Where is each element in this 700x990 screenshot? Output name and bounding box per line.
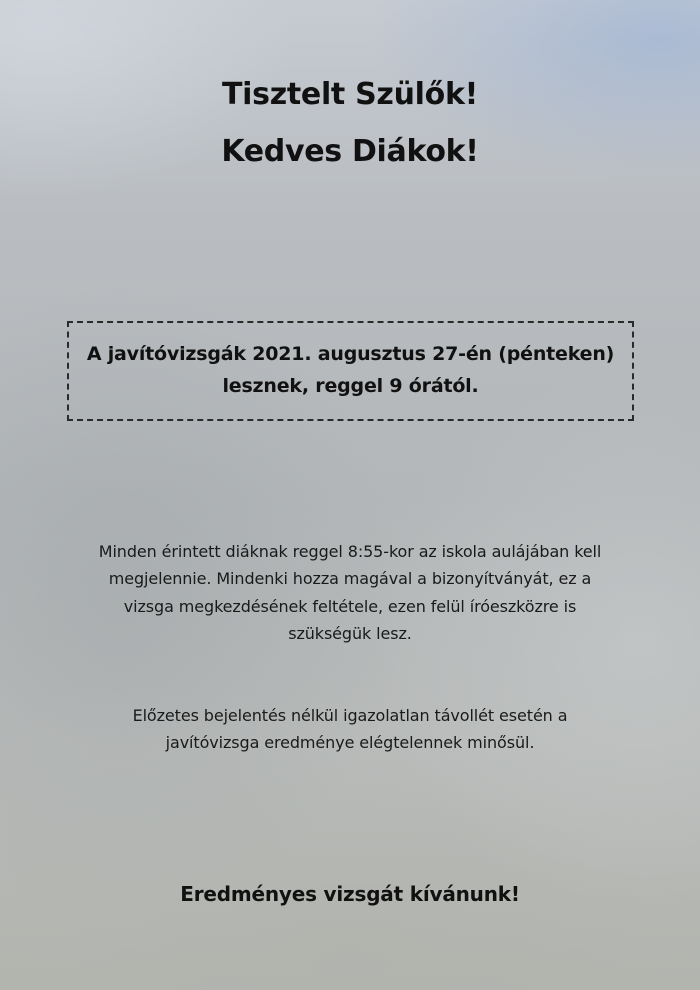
- exam-date-line: A javítóvizsgák 2021. augusztus 27-én (pénteken): [86, 343, 615, 365]
- greeting-heading-students: Kedves Diákok!: [221, 134, 479, 169]
- exam-date-notice-box: [67, 321, 634, 421]
- instructions-line: Minden érintett diáknak reggel 8:55-kor az iskola aulájában kell: [98, 542, 602, 561]
- closing-wish: Eredményes vizsgát kívánunk!: [180, 882, 520, 906]
- instructions-line: szükségük lesz.: [288, 624, 412, 643]
- warning-line: javítóvizsga eredménye elégtelennek minősül.: [165, 733, 535, 752]
- greeting-heading-parents: Tisztelt Szülők!: [222, 77, 478, 112]
- exam-time-line: lesznek, reggel 9 órától.: [222, 375, 479, 397]
- instructions-line: megjelennie. Mindenki hozza magával a bizonyítványát, ez a: [108, 569, 592, 588]
- instructions-line: vizsga megkezdésének feltétele, ezen felül íróeszközre is: [123, 597, 577, 616]
- warning-line: Előzetes bejelentés nélkül igazolatlan távollét esetén a: [132, 706, 568, 725]
